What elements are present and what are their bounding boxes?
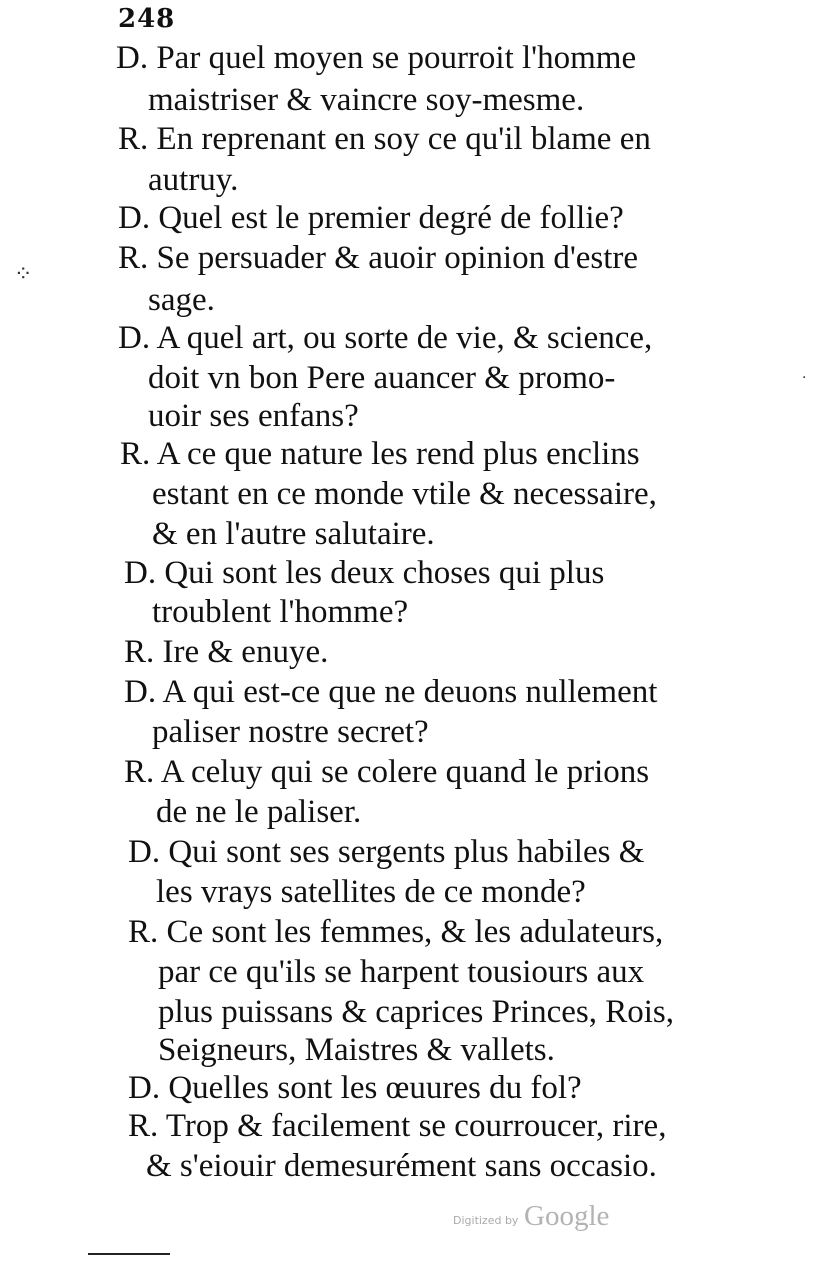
text-line: sage. <box>148 282 215 318</box>
text-line: R. Trop & facilement se courroucer, rire, <box>128 1108 667 1144</box>
text-line: D. A qui est-ce que ne deuons nullement <box>124 674 658 710</box>
text-line: Seigneurs, Maistres & vallets. <box>158 1032 555 1068</box>
text-line: les vrays satellites de ce monde? <box>156 874 586 910</box>
text-line: plus puissans & caprices Princes, Rois, <box>158 994 675 1030</box>
text-line: D. A quel art, ou sorte de vie, & science, <box>118 320 653 356</box>
edge-mark: · <box>802 370 807 386</box>
text-line: & en l'autre salutaire. <box>152 516 435 552</box>
text-line: D. Qui sont les deux choses qui plus <box>124 555 605 591</box>
text-line: R. Ce sont les femmes, & les adulateurs, <box>128 914 664 950</box>
text-line: estant en ce monde vtile & necessaire, <box>152 476 657 512</box>
text-line: uoir ses enfans? <box>148 398 359 434</box>
text-line: R. A celuy qui se colere quand le prions <box>124 754 650 790</box>
text-line: R. Se persuader & auoir opinion d'estre <box>118 240 639 276</box>
text-line: paliser nostre secret? <box>152 714 429 750</box>
text-line: R. A ce que nature les rend plus enclins <box>120 436 640 472</box>
text-line: & s'eiouir demesurément sans occasio. <box>146 1148 657 1184</box>
text-line: D. Quel est le premier degré de follie? <box>118 200 624 236</box>
text-line: R. En reprenant en soy ce qu'il blame en <box>118 121 651 157</box>
text-line: autruy. <box>148 162 239 198</box>
text-line: par ce qu'ils se harpent tousiours aux <box>158 954 645 990</box>
text-line: R. Ire & enuye. <box>124 634 329 670</box>
margin-blot: ⁘ <box>14 262 33 287</box>
digitized-label: Digitized by <box>453 1214 519 1227</box>
google-watermark: Google <box>524 1200 610 1232</box>
text-line: doit vn bon Pere auancer & promo- <box>148 360 616 396</box>
text-line: de ne le paliser. <box>156 794 362 830</box>
bottom-rule <box>88 1253 170 1255</box>
text-line: D. Qui sont ses sergents plus habiles & <box>128 834 645 870</box>
text-line: maistriser & vaincre soy-mesme. <box>148 82 585 118</box>
text-line: troublent l'homme? <box>152 594 409 630</box>
page-number: 248 <box>118 4 176 34</box>
text-line: D. Quelles sont les œuures du fol? <box>128 1070 582 1106</box>
text-line: D. Par quel moyen se pourroit l'homme <box>116 40 637 76</box>
